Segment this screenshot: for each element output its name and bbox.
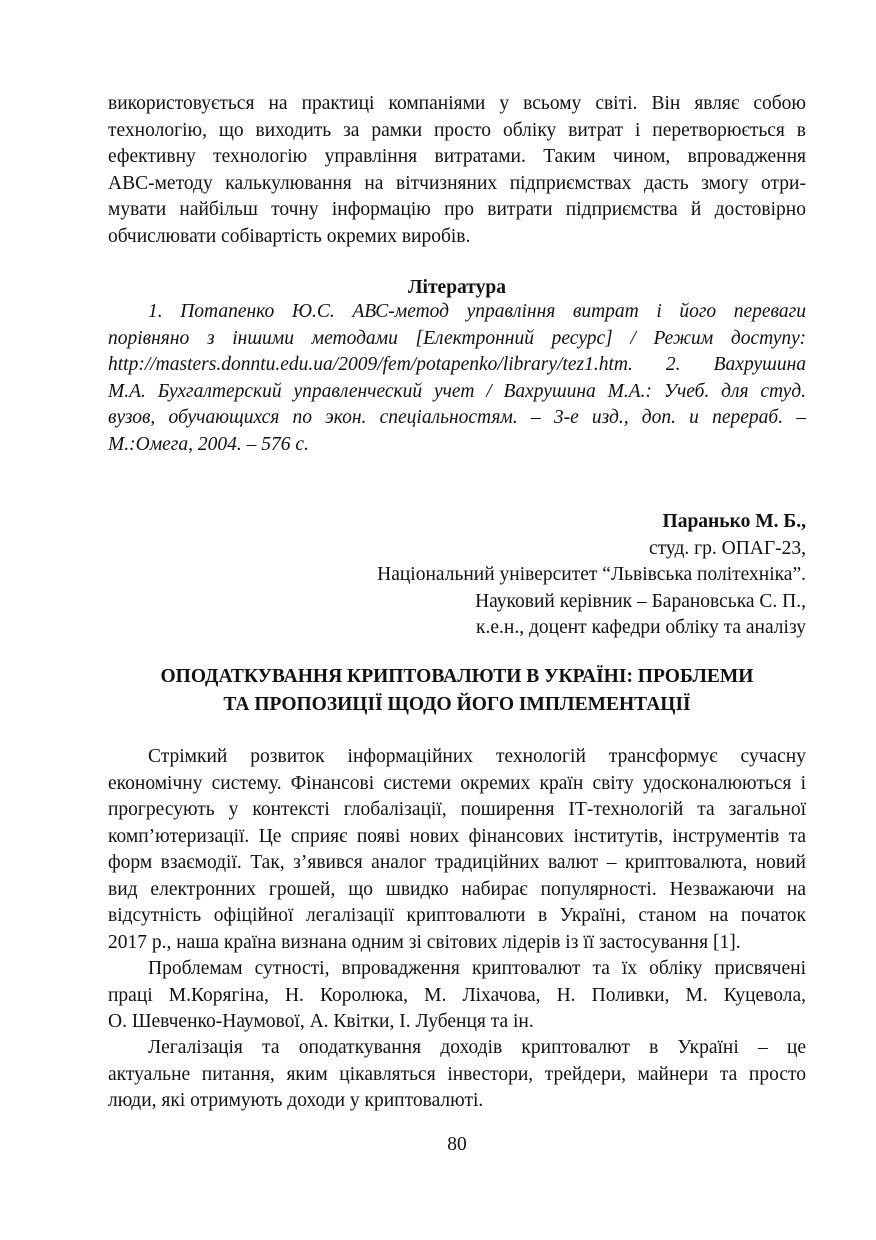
literature-heading: Література — [408, 277, 506, 298]
supervisor-position: к.е.н., доцент кафедри обліку та аналізу — [476, 617, 806, 638]
reference-line: 1. Потапенко Ю.С. АВС-метод управління витрат і його переваги — [148, 301, 806, 322]
text-line: відсутність офіційної легалізації криптовалюти в Україні, станом на початок — [108, 905, 806, 926]
text-line: 2017 р., наша країна визнана одним зі світових лідерів із її застосування [1]. — [108, 931, 741, 953]
title-line: ТА ПРОПОЗИЦІЇ ЩОДО ЙОГО ІМПЛЕМЕНТАЦІЇ — [223, 694, 691, 715]
paragraph-researchers — [108, 956, 806, 1036]
text-line: комп’ютеризації. Це сприяє появі нових фінансових інститутів, інструментів та — [108, 825, 806, 847]
text-line: вид електронних грошей, що швидко набирає популярності. Незважаючи на — [108, 878, 806, 900]
text-line: обчислювати собівартість окремих виробів. — [108, 225, 471, 247]
text-line: О. Шевченко-Наумової, А. Квітки, І. Лубенця та ін. — [108, 1011, 534, 1032]
references-list — [108, 299, 806, 458]
paragraph-abc-method — [108, 91, 806, 250]
reference-line: вузов, обучающихся по экон. спеціальностям. – 3-е изд., доп. и перераб. – — [108, 407, 806, 428]
text-line: економічну систему. Фінансові системи окремих країн світу удосконалюються і — [108, 772, 806, 794]
text-line: Стрімкий розвиток інформаційних технологій трансформує сучасну — [148, 746, 806, 767]
text-line: технологію, що виходить за рамки просто обліку витрат і перетворюється в — [108, 119, 806, 141]
reference-line: порівняно з іншими методами [Електронний ресурс] / Режим доступу: — [108, 327, 806, 349]
text-line: мувати найбільш точну інформацію про витрати підприємства й достовірно — [108, 199, 806, 220]
page-number: 80 — [447, 1134, 467, 1155]
supervisor: Науковий керівник – Барановська С. П., — [475, 590, 806, 612]
reference-line: М.А. Бухгалтерский управленческий учет / Вахрушина М.А.: Учеб. для студ. — [108, 380, 806, 402]
text-line: форм взаємодії. Так, з’явився аналог традиційних валют – криптовалюта, новий — [108, 852, 806, 873]
text-line: ефективну технологію управління витратами. Таким чином, впровадження — [108, 146, 806, 167]
reference-line: М.:Омега, 2004. – 576 с. — [108, 433, 309, 455]
text-line: люди, які отримують доходи у криптовалюті. — [108, 1090, 484, 1111]
text-line: Легалізація та оподаткування доходів криптовалют в Україні – це — [148, 1037, 806, 1058]
author-group: студ. гр. ОПАГ-23, — [649, 537, 806, 559]
text-line: використовується на практиці компаніями у всьому світі. Він являє собою — [108, 93, 806, 114]
text-line: актуальне питання, яким цікавляться інвестори, трейдери, майнери та просто — [108, 1063, 806, 1085]
article-title — [100, 663, 814, 719]
reference-line: http://masters.donntu.edu.ua/2009/fem/potapenko/library/tez1.htm. 2. Вахрушина — [108, 354, 806, 375]
text-line: прогресують у контексті глобалізації, поширення ІТ-технологій та загальної — [108, 799, 806, 820]
text-line: Проблемам сутності, впровадження криптовалют та їх обліку присвячені — [148, 958, 806, 979]
author-name: Паранько М. Б., — [662, 511, 806, 532]
text-line: праці М.Корягіна, Н. Королюка, М. Ліхачова, Н. Поливки, М. Куцевола, — [108, 984, 806, 1006]
paragraph-intro — [108, 744, 806, 956]
title-line: ОПОДАТКУВАННЯ КРИПТОВАЛЮТИ В УКРАЇНІ: ПРОБЛЕМИ — [160, 666, 754, 687]
paragraph-legalization — [108, 1035, 806, 1115]
text-line: АВС-методу калькулювання на вітчизняних підприємствах дасть змогу отри- — [108, 172, 806, 194]
author-university: Національний університет “Львівська політехніка”. — [377, 564, 806, 585]
author-block — [108, 509, 806, 642]
